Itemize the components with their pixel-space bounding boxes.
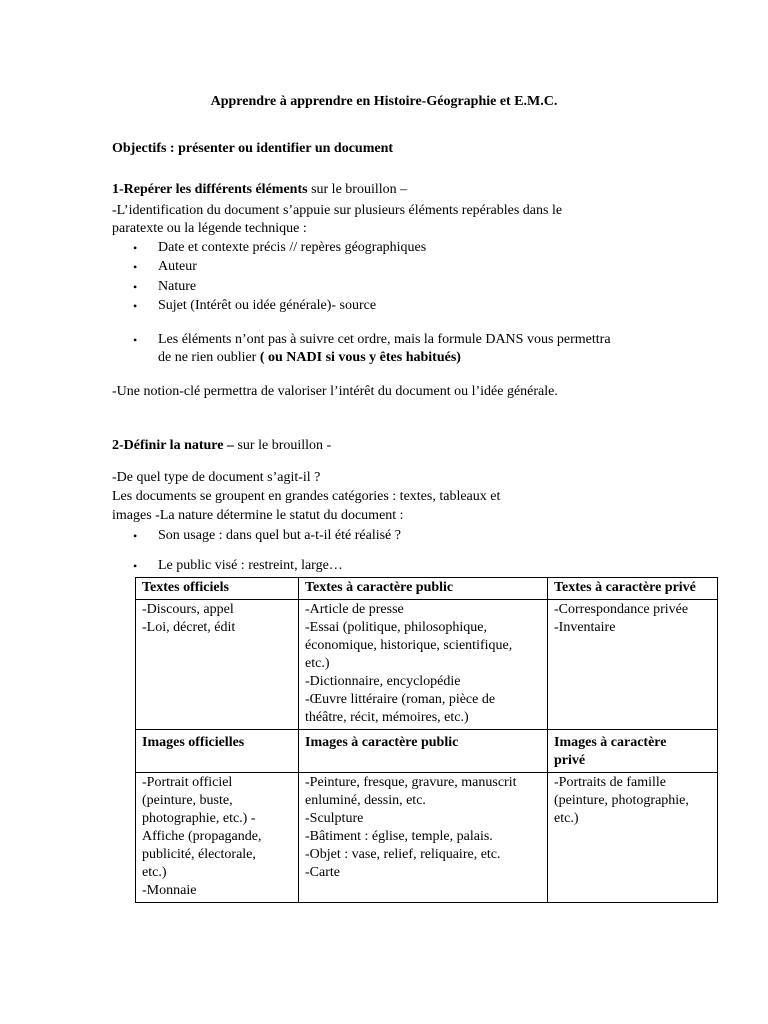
cell-line: -Bâtiment : église, temple, palais. xyxy=(305,829,493,844)
list-item: Auteur xyxy=(158,259,197,274)
cell-line: -Portrait officiel xyxy=(142,775,233,790)
cell-line: -Carte xyxy=(305,865,340,880)
cell-line: économique, historique, scientifique, xyxy=(305,638,513,653)
page-title: Apprendre à apprendre en Histoire-Géographie et E.M.C. xyxy=(210,94,558,109)
bullet-dot: • xyxy=(133,260,138,274)
cell-line: publicité, électorale, xyxy=(142,847,256,862)
cell-line: -Dictionnaire, encyclopédie xyxy=(305,674,461,689)
cell-line: -Inventaire xyxy=(554,620,616,635)
table-header-cell: Textes à caractère privé xyxy=(548,578,718,600)
note-line1: Les éléments n’ont pas à suivre cet ordre, mais la formule DANS vous permettra xyxy=(158,332,611,347)
note-line2 xyxy=(158,349,461,367)
cell-line: photographie, etc.) - xyxy=(142,811,256,826)
table-header-cell: Images officielles xyxy=(136,730,299,773)
bullet-dot: • xyxy=(133,280,138,294)
cell-line: -Essai (politique, philosophique, xyxy=(305,620,487,635)
cell-line: -Objet : vase, relief, reliquaire, etc. xyxy=(305,847,501,862)
cell-line: -Œuvre littéraire (roman, pièce de xyxy=(305,692,496,707)
section1-heading-bold: 1-Repérer les différents éléments xyxy=(112,182,308,197)
table-header-cell: Textes à caractère public xyxy=(299,578,548,600)
table-cell xyxy=(548,600,718,730)
cell-line: (peinture, buste, xyxy=(142,793,233,808)
cell-line: -Correspondance privée xyxy=(554,602,689,617)
cell-line: -Loi, décret, édit xyxy=(142,620,236,635)
section2-question: -De quel type de document s’agit-il ? xyxy=(112,470,321,485)
list-item: Le public visé : restreint, large… xyxy=(158,558,343,573)
bullet-dot: • xyxy=(133,299,138,313)
table-cell xyxy=(299,600,548,730)
cell-line: théâtre, récit, mémoires, etc.) xyxy=(305,710,469,725)
section2-heading-bold: 2-Définir la nature – xyxy=(112,438,234,453)
cell-line: -Sculpture xyxy=(305,811,364,826)
list-item: Sujet (Intérêt ou idée générale)- source xyxy=(158,298,377,313)
section2-line3: images -La nature détermine le statut du document : xyxy=(112,508,404,523)
table-header-cell: Images à caractère public xyxy=(299,730,548,773)
table-header-cell: Textes officiels xyxy=(136,578,299,600)
table-row xyxy=(136,600,718,730)
table-row xyxy=(136,730,718,773)
bullet-dot: • xyxy=(133,333,138,347)
section1-heading-rest: sur le brouillon – xyxy=(307,182,408,197)
table-cell xyxy=(136,773,299,903)
cell-line: etc.) xyxy=(554,811,579,826)
note-line2-bold: ( ou NADI si vous y êtes habitués) xyxy=(259,350,461,365)
cell-line: -Portraits de famille xyxy=(554,775,666,790)
section2-heading-rest: sur le brouillon - xyxy=(233,438,332,453)
objectives-heading: Objectifs : présenter ou identifier un document xyxy=(112,141,394,156)
cell-line: -Monnaie xyxy=(142,883,197,898)
table-row xyxy=(136,578,718,600)
section1-heading xyxy=(112,181,407,199)
cell-line: -Peinture, fresque, gravure, manuscrit xyxy=(305,775,517,790)
section2-heading xyxy=(112,437,331,455)
cell-line: Affiche (propagande, xyxy=(142,829,262,844)
bullet-dot: • xyxy=(133,559,138,573)
cell-line: (peinture, photographie, xyxy=(554,793,689,808)
list-item: Nature xyxy=(158,279,197,294)
table-cell xyxy=(548,773,718,903)
section2-line2: Les documents se groupent en grandes catégories : textes, tableaux et xyxy=(112,489,501,504)
cell-line: -Article de presse xyxy=(305,602,404,617)
cell-line: enluminé, dessin, etc. xyxy=(305,793,426,808)
list-item: Son usage : dans quel but a-t-il été réalisé ? xyxy=(158,528,401,543)
header-line: Images à caractère xyxy=(554,735,667,750)
section1-intro-line2: paratexte ou la légende technique : xyxy=(112,221,307,236)
bullet-dot: • xyxy=(133,529,138,543)
header-line: privé xyxy=(554,753,586,768)
section1-intro-line1: -L’identification du document s’appuie sur plusieurs éléments repérables dans le xyxy=(112,203,563,218)
list-item: Date et contexte précis // repères géographiques xyxy=(158,240,427,255)
note-line2-plain: de ne rien oublier xyxy=(158,350,260,365)
table-header-cell xyxy=(548,730,718,773)
document-types-table xyxy=(135,577,718,903)
bullet-dot: • xyxy=(133,241,138,255)
table-row xyxy=(136,773,718,903)
cell-line: etc.) xyxy=(142,865,167,880)
cell-line: -Discours, appel xyxy=(142,602,234,617)
table-cell xyxy=(136,600,299,730)
cell-line: etc.) xyxy=(305,656,330,671)
notion-line: -Une notion-clé permettra de valoriser l’intérêt du document ou l’idée générale. xyxy=(112,384,558,399)
table-cell xyxy=(299,773,548,903)
